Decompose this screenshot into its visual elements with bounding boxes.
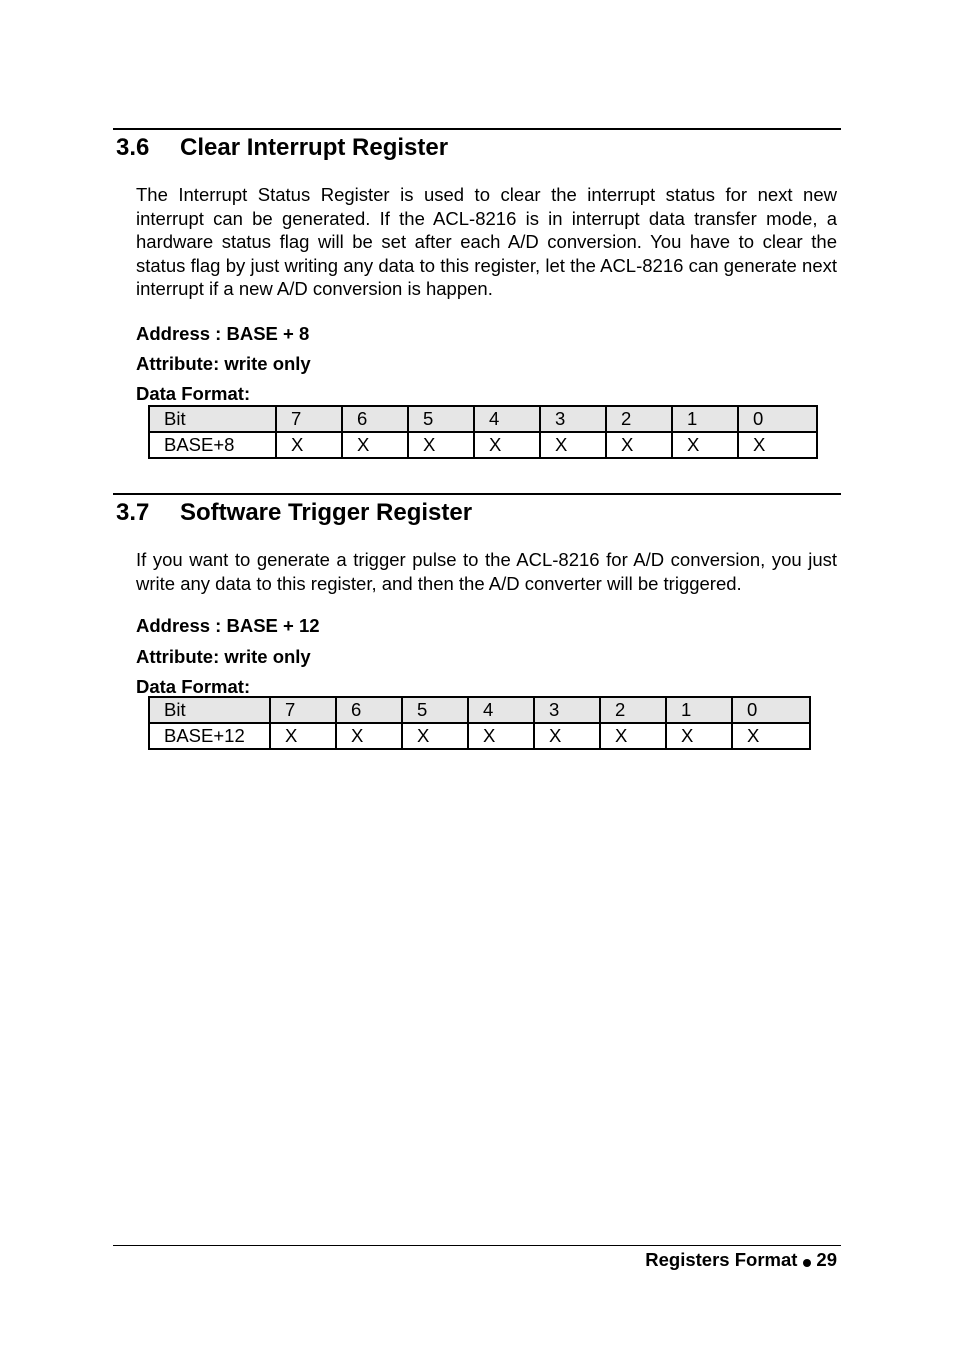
table-cell: BASE+12: [149, 723, 270, 749]
section-rule: [113, 128, 841, 130]
table-cell: Bit: [149, 697, 270, 723]
table-cell: 0: [732, 697, 810, 723]
table-cell: 1: [666, 697, 732, 723]
table-cell: 4: [468, 697, 534, 723]
table-cell: 7: [270, 697, 336, 723]
table-cell: 3: [540, 406, 606, 432]
attribute-label: Attribute: write only: [136, 352, 311, 374]
table-cell: 2: [600, 697, 666, 723]
table-cell: X: [666, 723, 732, 749]
section-rule: [113, 493, 841, 495]
table-row: [149, 432, 817, 458]
table-cell: 2: [606, 406, 672, 432]
table-cell: X: [600, 723, 666, 749]
section-title: Software Trigger Register: [180, 499, 473, 526]
table-cell: X: [270, 723, 336, 749]
table-header-row: [149, 697, 810, 723]
table-cell: Bit: [149, 406, 276, 432]
table-header-row: [149, 406, 817, 432]
table-row: [149, 723, 810, 749]
table-cell: 4: [474, 406, 540, 432]
address-label: Address : BASE + 8: [136, 322, 310, 344]
table-cell: X: [606, 432, 672, 458]
table-cell: 3: [534, 697, 600, 723]
footer-label: Registers Format: [645, 1249, 798, 1270]
data-format-label: Data Format:: [136, 676, 251, 697]
section-paragraph: The Interrupt Status Register is used to clear the interrupt status for next new interrupt can be generated. If the ACL-8216 is in interrupt data transfer mode, a hardware status flag will be set after each A/D conversion. You have to clear the status flag by just writing any data to this register, let the ACL-8216 can generate next interrupt if a new A/D conversion is happen.: [136, 184, 837, 299]
table-cell: X: [474, 432, 540, 458]
data-format-label: Data Format:: [136, 382, 251, 404]
attribute-label: Attribute: write only: [136, 646, 311, 667]
table-cell: X: [540, 432, 606, 458]
table-cell: X: [336, 723, 402, 749]
table-cell: X: [738, 432, 817, 458]
table-cell: X: [468, 723, 534, 749]
bullet-icon: [803, 1259, 811, 1267]
table-cell: X: [342, 432, 408, 458]
register-table: [148, 405, 818, 459]
table-cell: 0: [738, 406, 817, 432]
section-number: 3.6: [116, 134, 150, 161]
table-cell: X: [732, 723, 810, 749]
section-3-7: [113, 493, 841, 750]
section-paragraph: If you want to generate a trigger pulse to the ACL-8216 for A/D conversion, you just write any data to this register, and then the A/D converter will be triggered.: [136, 549, 837, 594]
page-number: 29: [816, 1249, 837, 1270]
section-heading: [113, 133, 841, 163]
table-cell: X: [276, 432, 342, 458]
table-cell: X: [402, 723, 468, 749]
table-cell: 6: [342, 406, 408, 432]
table-cell: 6: [336, 697, 402, 723]
footer-rule: [113, 1245, 841, 1246]
section-heading: [113, 498, 841, 528]
table-cell: X: [534, 723, 600, 749]
table-cell: 1: [672, 406, 738, 432]
section-title: Clear Interrupt Register: [180, 134, 449, 161]
page-footer: [645, 1249, 837, 1271]
register-table: [148, 696, 811, 750]
table-cell: 5: [402, 697, 468, 723]
table-cell: X: [408, 432, 474, 458]
address-label: Address : BASE + 12: [136, 615, 320, 636]
table-cell: X: [672, 432, 738, 458]
table-cell: 5: [408, 406, 474, 432]
section-3-6: [113, 128, 841, 459]
table-cell: BASE+8: [149, 432, 276, 458]
table-cell: 7: [276, 406, 342, 432]
section-number: 3.7: [116, 499, 150, 526]
